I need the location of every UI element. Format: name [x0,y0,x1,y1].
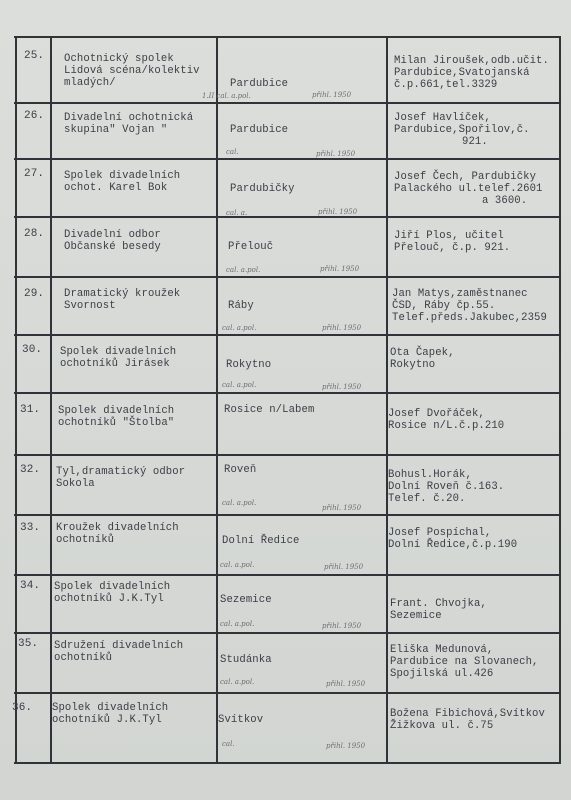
organization-name-line: Divadelní odbor [64,229,161,241]
contact-line: Pardubice,Svatojanská [394,67,530,79]
organization-name-line: mladých/ [64,77,116,89]
contact-line: Josef Dvořáček, [388,408,485,420]
place-name: Pardubice [230,78,289,90]
contact-line: Jan Matys,zaměstnanec [392,288,528,300]
row-divider [14,574,561,576]
contact-line: 921. [462,136,488,148]
row-number: 27. [24,168,45,180]
row-divider [14,36,561,38]
organization-name-line: ochotníků J.K.Tyl [52,714,162,726]
pencil-note: přihl. 1950 [324,563,364,571]
organization-name-line: Spolek divadelních [52,702,169,714]
place-name: Ráby [228,300,254,312]
place-name: Studánka [220,654,272,666]
contact-line: Přelouč, č.p. 921. [394,242,511,254]
row-number: 34. [20,580,41,592]
organization-name-line: Spolek divadelních [64,170,181,182]
organization-name-line: Spolek divadelních [54,581,171,593]
pencil-note: cal. a.pol. [220,678,255,686]
pencil-note: přihl. 1950 [326,680,366,688]
pencil-note: 1.II cal. a.pol. [202,92,251,100]
pencil-note: cal. [226,148,239,156]
organization-name-line: ochotníků Jirásek [60,358,170,370]
place-name: Sezemice [220,594,272,606]
contact-line: č.p.661,tel.3329 [394,79,498,91]
place-name: Dolní Ředice [222,535,300,547]
row-number: 31. [20,404,41,416]
row-divider [14,276,561,278]
place-name: Roveň [224,464,257,476]
organization-name-line: Ochotnický spolek [64,53,174,65]
row-divider [14,454,561,456]
pencil-note: přihl. 1950 [318,208,358,216]
pencil-note: cal. a.pol. [222,324,257,332]
place-name: Přelouč [228,241,274,253]
contact-line: Telef. č.20. [388,493,466,505]
place-name: Pardubičky [230,183,295,195]
column-divider [216,36,218,763]
pencil-note: cal. a.pol. [222,499,257,507]
row-number: 30. [22,344,43,356]
row-number: 28. [24,228,45,240]
organization-name-line: Spolek divadelních [60,346,177,358]
row-number: 25. [24,50,45,62]
organization-name-line: Dramatický kroužek [64,288,181,300]
organization-name-line: Svornost [64,300,116,312]
pencil-note: přihl. 1950 [326,742,366,750]
contact-line: Dolní Ředice,č.p.190 [388,539,518,551]
contact-line: Telef.předs.Jakubec,2359 [392,312,547,324]
place-name: Svítkov [218,714,264,726]
contact-line: Josef Čech, Pardubičky [394,171,537,183]
organization-name-line: Občanské besedy [64,241,161,253]
contact-line: Žižkova ul. č.75 [390,720,494,732]
pencil-note: přihl. 1950 [322,622,362,630]
row-number: 33. [20,522,41,534]
organization-name-line: ochotníků [54,652,113,664]
row-divider [14,762,561,764]
contact-line: Milan Jiroušek,odb.učit. [394,55,549,67]
row-divider [14,158,561,160]
organization-name-line: Sokola [56,478,95,490]
pencil-note: cal. a. [226,209,248,217]
contact-line: Rokytno [390,359,436,371]
place-name: Rosice n/Labem [224,404,315,416]
contact-line: Pardubice,Spořilov,č. [394,124,530,136]
organization-name-line: ochotníků "Štolba" [58,417,175,429]
place-name: Rokytno [226,359,272,371]
contact-line: Frant. Chvojka, [390,598,487,610]
organization-name-line: Spolek divadelních [58,405,175,417]
contact-line: Dolní Roveň č.163. [388,481,505,493]
pencil-note: přihl. 1950 [322,504,362,512]
row-number: 26. [24,110,45,122]
column-divider [15,36,17,763]
row-number: 32. [20,464,41,476]
contact-line: Rosice n/L.č.p.210 [388,420,505,432]
pencil-note: cal. a.pol. [222,381,257,389]
contact-line: Josef Havlíček, [394,112,491,124]
organization-name-line: Kroužek divadelních [56,522,179,534]
organization-name-line: ochotníků [56,534,115,546]
pencil-note: cal. a.pol. [226,266,261,274]
row-divider [14,632,561,634]
contact-line: Bohusl.Horák, [388,469,472,481]
row-number: 36. [12,702,33,714]
pencil-note: cal. [222,740,235,748]
organization-name-line: Divadelní ochotnická [64,112,194,124]
contact-line: Spojilská ul.426 [390,668,494,680]
organization-name-line: ochot. Karel Bok [64,182,168,194]
place-name: Pardubice [230,124,289,136]
row-divider [14,102,561,104]
row-divider [14,514,561,516]
row-number: 35. [18,638,39,650]
contact-line: Božena Fibichová,Svítkov [390,708,545,720]
contact-line: Jiří Plos, učitel [394,230,504,242]
column-divider [386,36,388,763]
pencil-note: cal. a.pol. [220,620,255,628]
row-divider [14,692,561,694]
organization-name-line: Tyl,dramatický odbor [56,466,186,478]
row-divider [14,216,561,218]
column-divider [50,36,52,763]
organization-name-line: Sdružení divadelních [54,640,184,652]
pencil-note: přihl. 1950 [316,150,356,158]
contact-line: Palackého ul.telef.2601 [394,183,543,195]
pencil-note: přihl. 1950 [312,91,352,99]
row-number: 29. [24,288,45,300]
row-divider [14,334,561,336]
contact-line: Josef Pospíchal, [388,527,492,539]
pencil-note: přihl. 1950 [322,383,362,391]
contact-line: Ota Čapek, [390,347,455,359]
contact-line: ČSD, Ráby čp.55. [392,300,496,312]
organization-name-line: Lidová scéna/kolektiv [64,65,200,77]
contact-line: Sezemice [390,610,442,622]
contact-line: Eliška Medunová, [390,644,494,656]
column-divider [559,36,561,763]
contact-line: a 3600. [482,195,528,207]
organization-name-line: ochotníků J.K.Tyl [54,593,164,605]
pencil-note: cal. a.pol. [220,561,255,569]
pencil-note: přihl. 1950 [322,324,362,332]
row-divider [14,392,561,394]
pencil-note: přihl. 1950 [320,265,360,273]
organization-name-line: skupina" Vojan " [64,124,168,136]
contact-line: Pardubice na Slovanech, [390,656,539,668]
